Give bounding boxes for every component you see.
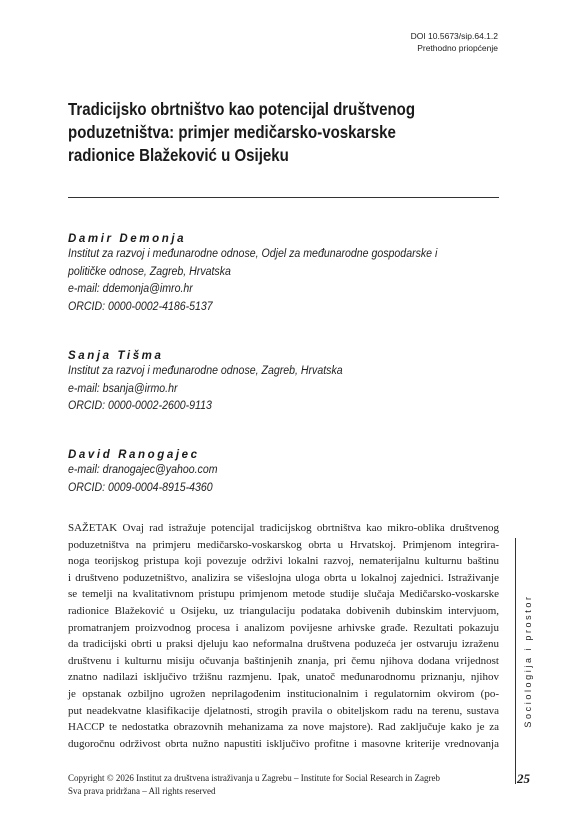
abstract-line: HACCP te nedostatka obrazovnih mehanizama za nove majstore). Rad zaključuje kako je za bbox=[68, 721, 499, 734]
journal-name: Sociologija i prostor bbox=[523, 594, 533, 728]
author-name: Damir Demonja bbox=[68, 233, 187, 245]
author-affiliation: Institut za razvoj i međunarodne odnose, Odjel za međunarodne gospodarske i bbox=[68, 248, 438, 260]
author-block bbox=[68, 232, 469, 316]
author-block bbox=[68, 448, 231, 497]
author-name: David Ranogajec bbox=[68, 449, 200, 461]
doi-text: DOI 10.5673/sip.64.1.2 bbox=[410, 31, 498, 41]
abstract-line: i društveno poduzetništvo, analizira se višeslojna uloga obrta u lokalnoj zajednici. Istraživanje bbox=[68, 571, 499, 584]
copyright-line: Copyright © 2026 Institut za društvena istraživanja u Zagrebu – Institute for Social Research in Zagreb bbox=[68, 773, 440, 783]
abstract-line: da tradicijski obrti u praksi djeluju kao neformalna društvena poduzeća jer ostvaruju izraženu bbox=[68, 638, 499, 651]
author-orcid: ORCID: 0009-0004-8915-4360 bbox=[68, 481, 213, 494]
author-orcid: ORCID: 0000-0002-4186-5137 bbox=[68, 300, 213, 313]
abstract bbox=[68, 520, 499, 752]
author-email[interactable]: e-mail: dranogajec@yahoo.com bbox=[68, 464, 218, 476]
abstract-line: se temelji na kvalitativnom pristupu primjenom metode studije slučaja Medičarsko-voskarske bbox=[68, 588, 499, 601]
copyright-footer bbox=[68, 772, 508, 798]
title-divider bbox=[68, 197, 499, 198]
author-affiliation: Institut za razvoj i međunarodne odnose, Zagreb, Hrvatska bbox=[68, 365, 343, 377]
abstract-line: je opstanak ozbiljno ugrožen neprilagođenim institucionalnim i regulatornim okvirom (po- bbox=[68, 687, 499, 700]
title-line: poduzetništva: primjer medičarsko-voskarske bbox=[68, 122, 396, 142]
copyright-line: Sva prava pridržana – All rights reserved bbox=[68, 786, 216, 796]
abstract-line: put neadekvatne klasifikacije djelatnosti, strogih pravila o obiteljskom radu na terenu, sustava bbox=[68, 704, 499, 717]
author-email[interactable]: e-mail: bsanja@irmo.hr bbox=[68, 382, 178, 395]
abstract-line: SAŽETAK Ovaj rad istražuje potencijal tradicijskog obrtništva kao mikro-oblika društvenog bbox=[68, 522, 499, 534]
title-line: Tradicijsko obrtništvo kao potencijal društvenog bbox=[68, 99, 416, 119]
author-name: Sanja Tišma bbox=[68, 350, 164, 362]
abstract-line: društvenu i kulturnu misiju očuvanja baštinjenih znanja, pri čemu njihova dodana vrijednost bbox=[68, 654, 499, 667]
author-block bbox=[68, 349, 367, 416]
article-header bbox=[411, 30, 498, 54]
page-number: 25 bbox=[517, 771, 530, 786]
abstract-line: promatranjem proizvodnog procesa i analizom povijesne arhivske građe. Rezultati pokazuju bbox=[68, 621, 499, 634]
title-line: radionice Blažeković u Osijeku bbox=[68, 145, 289, 165]
abstract-line: dugoročnu održivost obrta nužno napustiti isključivo profitne i masovne kriterije vrednovanja bbox=[68, 737, 499, 750]
abstract-line: noga teorijskog pristupa koji povezuje održivi lokalni razvoj, nematerijalnu kulturnu baštinu bbox=[68, 555, 499, 568]
abstract-line: radionice Blažeković u Osijeku, uz triangulaciju podataka dobivenih dubinskim intervjuom, bbox=[68, 604, 499, 617]
author-affiliation: političke odnose, Zagreb, Hrvatska bbox=[68, 265, 231, 278]
margin-rule bbox=[515, 538, 516, 784]
author-orcid: ORCID: 0000-0002-2600-9113 bbox=[68, 400, 212, 412]
abstract-line: znatno nadilazi isključivo tržišnu razmjenu. Ipak, unatoč međunarodnomu priznanju, njihov bbox=[68, 671, 499, 684]
abstract-line: poduzetništva na primjeru medičarsko-voskarskog obrta u Hrvatskoj. Primjenom integrira- bbox=[68, 538, 499, 551]
author-email[interactable]: e-mail: ddemonja@imro.hr bbox=[68, 283, 193, 295]
article-title bbox=[68, 98, 446, 167]
article-type: Prethodno priopćenje bbox=[417, 43, 498, 53]
